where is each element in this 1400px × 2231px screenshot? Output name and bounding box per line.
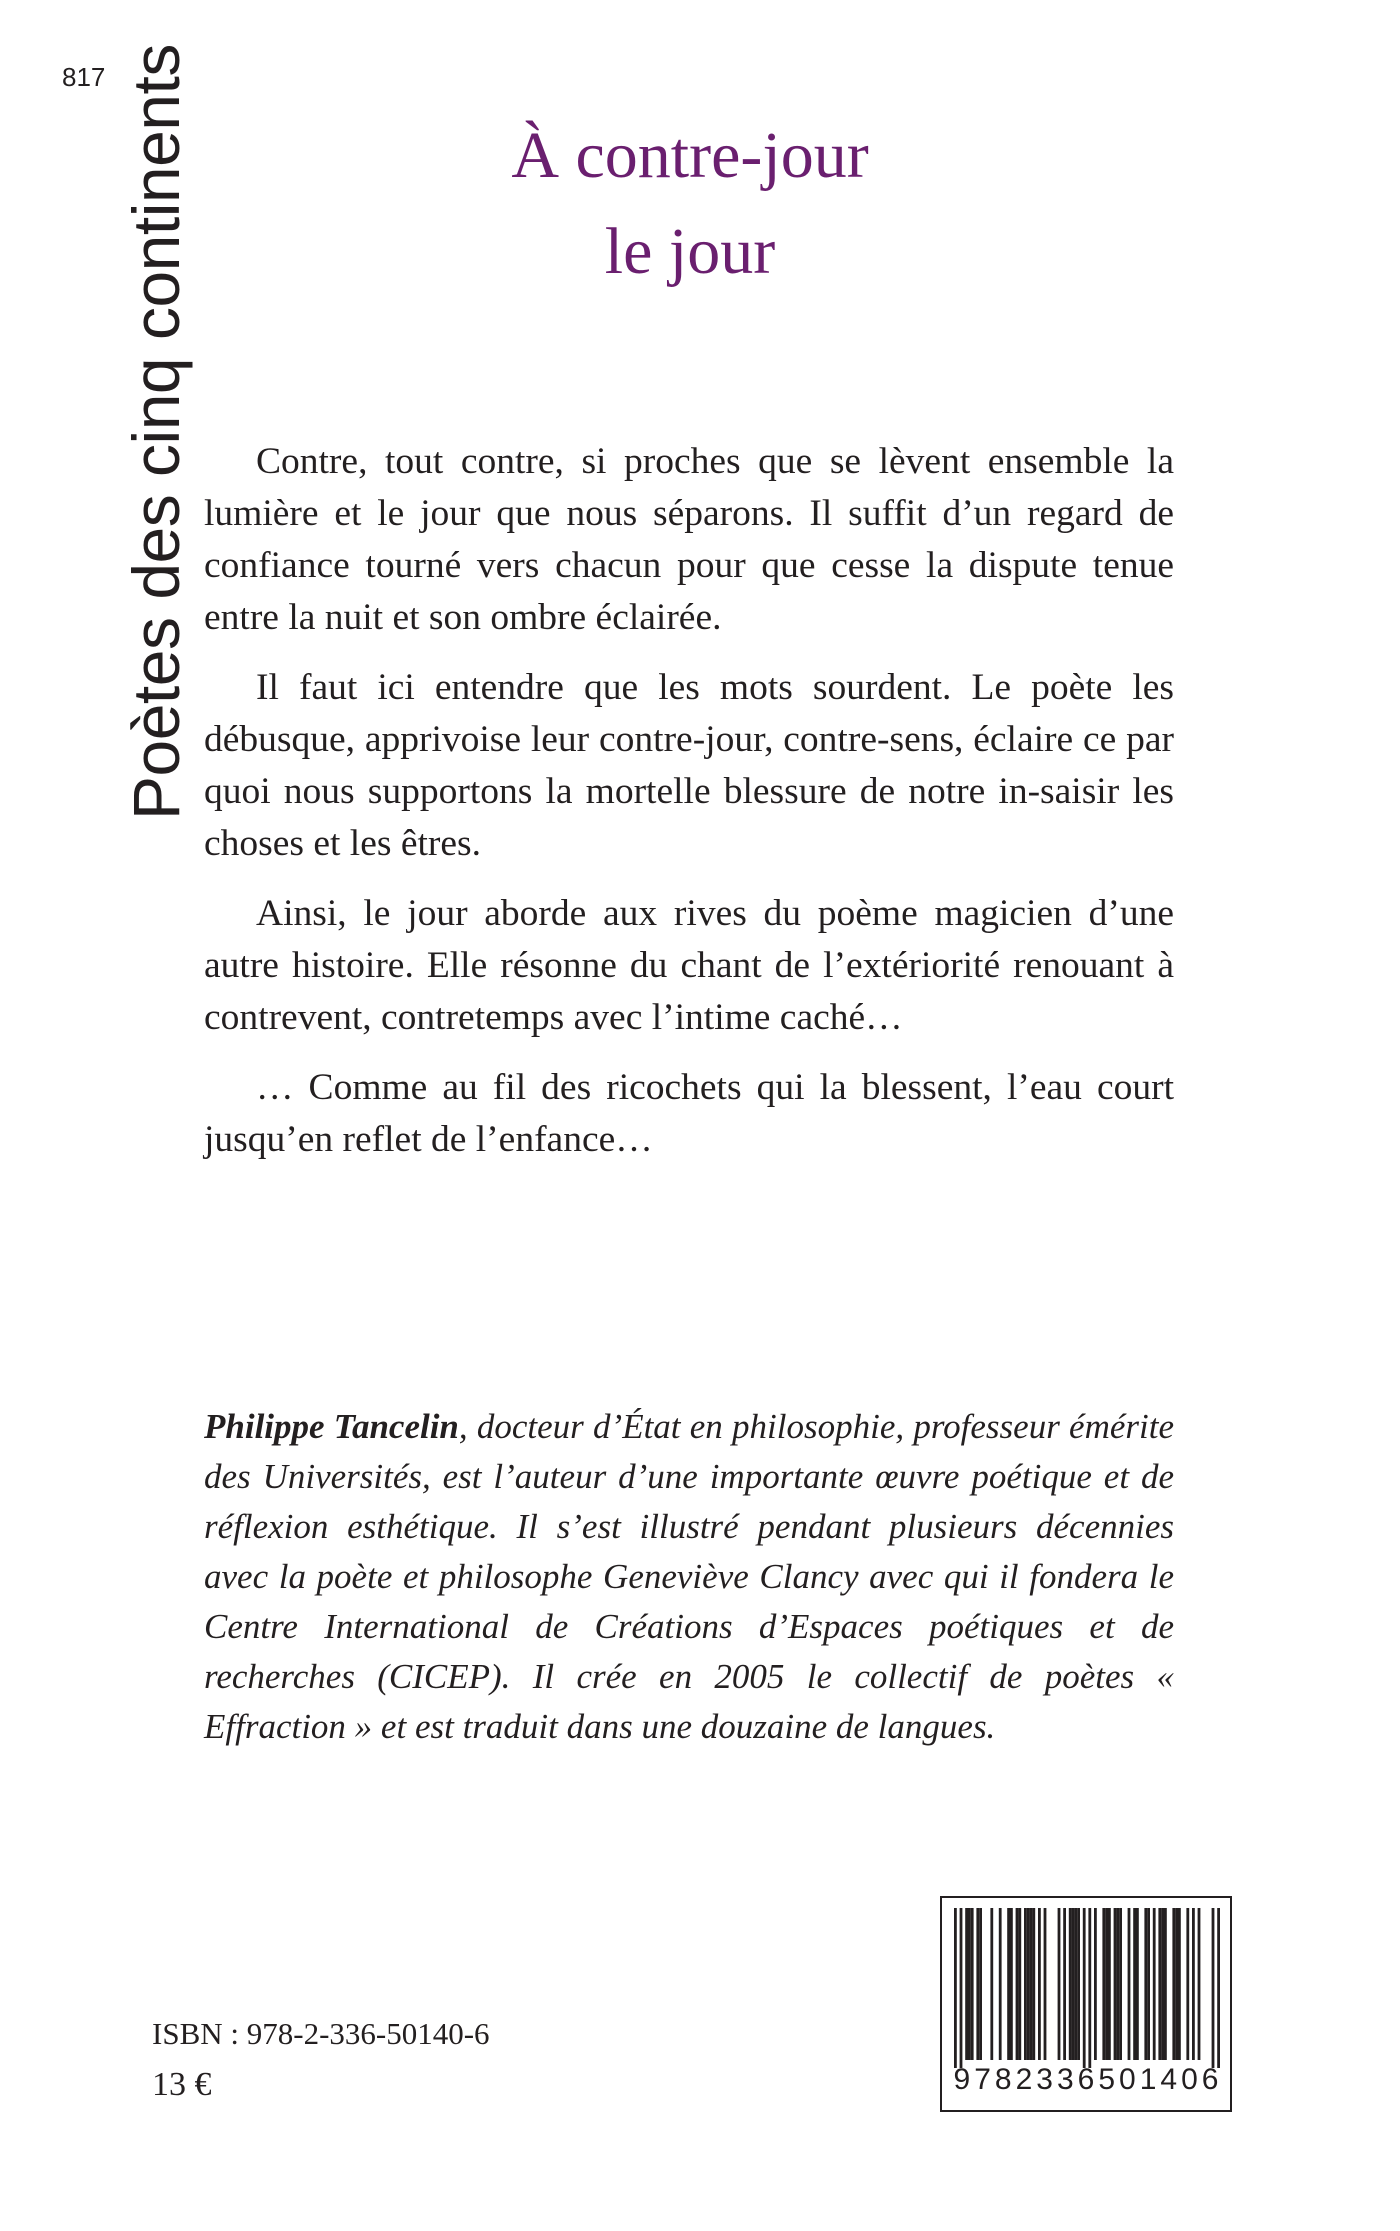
barcode-bar <box>1030 1908 1033 2060</box>
barcode-bar <box>1102 1908 1105 2060</box>
barcode-bar <box>1044 1908 1047 2060</box>
barcode-bar <box>990 1908 993 2060</box>
barcode-bar <box>1217 1908 1220 2068</box>
barcode-bar <box>1010 1908 1013 2060</box>
barcode-bar <box>1192 1908 1195 2060</box>
barcode-bar <box>971 1908 974 2060</box>
author-name: Philippe Tancelin <box>204 1407 459 1446</box>
barcode-bar <box>1016 1908 1019 2060</box>
series-number: 817 <box>62 62 106 92</box>
barcode-bar <box>1007 1908 1010 2060</box>
barcode-bar <box>1175 1908 1178 2060</box>
series-title: Poètes des cinq continents <box>119 44 193 820</box>
barcode-bar <box>1088 1908 1091 2068</box>
barcode-bar <box>1212 1908 1215 2068</box>
barcode-bar <box>1074 1908 1077 2060</box>
isbn: ISBN : 978-2-336-50140-6 <box>152 2016 490 2051</box>
blurb-paragraph-2: Il faut ici entendre que les mots sourdent. Le poète les débusque, apprivoise leur contre-jour, contre-sens, éclaire ce par quoi nous supportons la mortelle blessure de notre in-saisir les choses et les êtres. <box>204 667 1174 864</box>
barcode-bar <box>1147 1908 1150 2060</box>
blurb <box>204 436 1174 1184</box>
author-bio-text: , docteur d’État en philosophie, professeur émérite des Universités, est l’auteur d’une importante œuvre poétique et de réflexion esthétique. Il s’est illustré pendant plusieurs décennies avec la poète et philosophe Geneviève Clancy avec qui il fondera le Centre International de Créations d’Espaces poétiques et de recherches (CICEP). Il crée en 2005 le collectif de poètes « Effraction » et est traduit dans une douzaine de langues. <box>204 1407 1174 1746</box>
barcode-digits: 9782336501406 <box>953 2063 1223 2096</box>
barcode-bar <box>1136 1908 1139 2060</box>
barcode-bar <box>960 1908 963 2068</box>
barcode-bar <box>1077 1908 1080 2060</box>
barcode-bar <box>1058 1908 1061 2060</box>
barcode-bar <box>965 1908 968 2060</box>
author-bio <box>204 1402 1174 1752</box>
barcode-bar <box>1038 1908 1041 2060</box>
barcode-bar <box>1083 1908 1086 2068</box>
barcode-bar <box>1119 1908 1122 2060</box>
barcode-bar <box>1128 1908 1131 2060</box>
barcode-bar <box>1063 1908 1066 2060</box>
blurb-paragraph-3: Ainsi, le jour aborde aux rives du poème magicien d’une autre histoire. Elle résonne du chant de l’extériorité renouant à contrevent, contretemps avec l’intime caché… <box>204 893 1174 1038</box>
blurb-paragraph-1: Contre, tout contre, si proches que se lèvent ensemble la lumière et le jour que nous séparons. Il suffit d’un regard de confiance tourné vers chacun pour que cesse la dispute tenue entre la nuit et son ombre éclairée. <box>204 441 1174 638</box>
book-title-line-1: À contre-jour <box>511 119 869 192</box>
barcode-bar <box>1144 1908 1147 2060</box>
barcode-bar <box>1133 1908 1136 2060</box>
blurb-paragraph-4: … Comme au fil des ricochets qui la blessent, l’eau court jusqu’en reflet de l’enfance… <box>204 1067 1174 1160</box>
price: 13 € <box>152 2066 212 2103</box>
barcode-bar <box>1069 1908 1072 2060</box>
barcode-bar <box>999 1908 1002 2060</box>
barcode-bar <box>1172 1908 1175 2060</box>
barcode-bar <box>1108 1908 1111 2060</box>
barcode-bar <box>1032 1908 1035 2060</box>
barcode-bar <box>1018 1908 1021 2060</box>
barcode-bar <box>1116 1908 1119 2060</box>
barcode-bar <box>954 1908 957 2068</box>
barcode-bar <box>1153 1908 1156 2060</box>
barcode-bar <box>979 1908 982 2060</box>
barcode-bar <box>1161 1908 1164 2060</box>
barcode-bar <box>968 1908 971 2060</box>
barcode-bar <box>1027 1908 1030 2060</box>
book-title-line-2: le jour <box>604 215 776 288</box>
barcode-bar <box>1094 1908 1097 2060</box>
book-title <box>360 108 1020 300</box>
barcode-bar <box>1024 1908 1027 2060</box>
barcode-bar <box>1178 1908 1181 2060</box>
barcode-bar <box>1114 1908 1117 2060</box>
barcode-bar <box>1186 1908 1189 2060</box>
barcode-bar <box>1105 1908 1108 2060</box>
barcode-bar <box>1164 1908 1167 2060</box>
barcode-bar <box>1198 1908 1201 2060</box>
barcode-bar <box>1072 1908 1075 2060</box>
barcode-bar <box>976 1908 979 2060</box>
barcode-bar <box>1158 1908 1161 2060</box>
